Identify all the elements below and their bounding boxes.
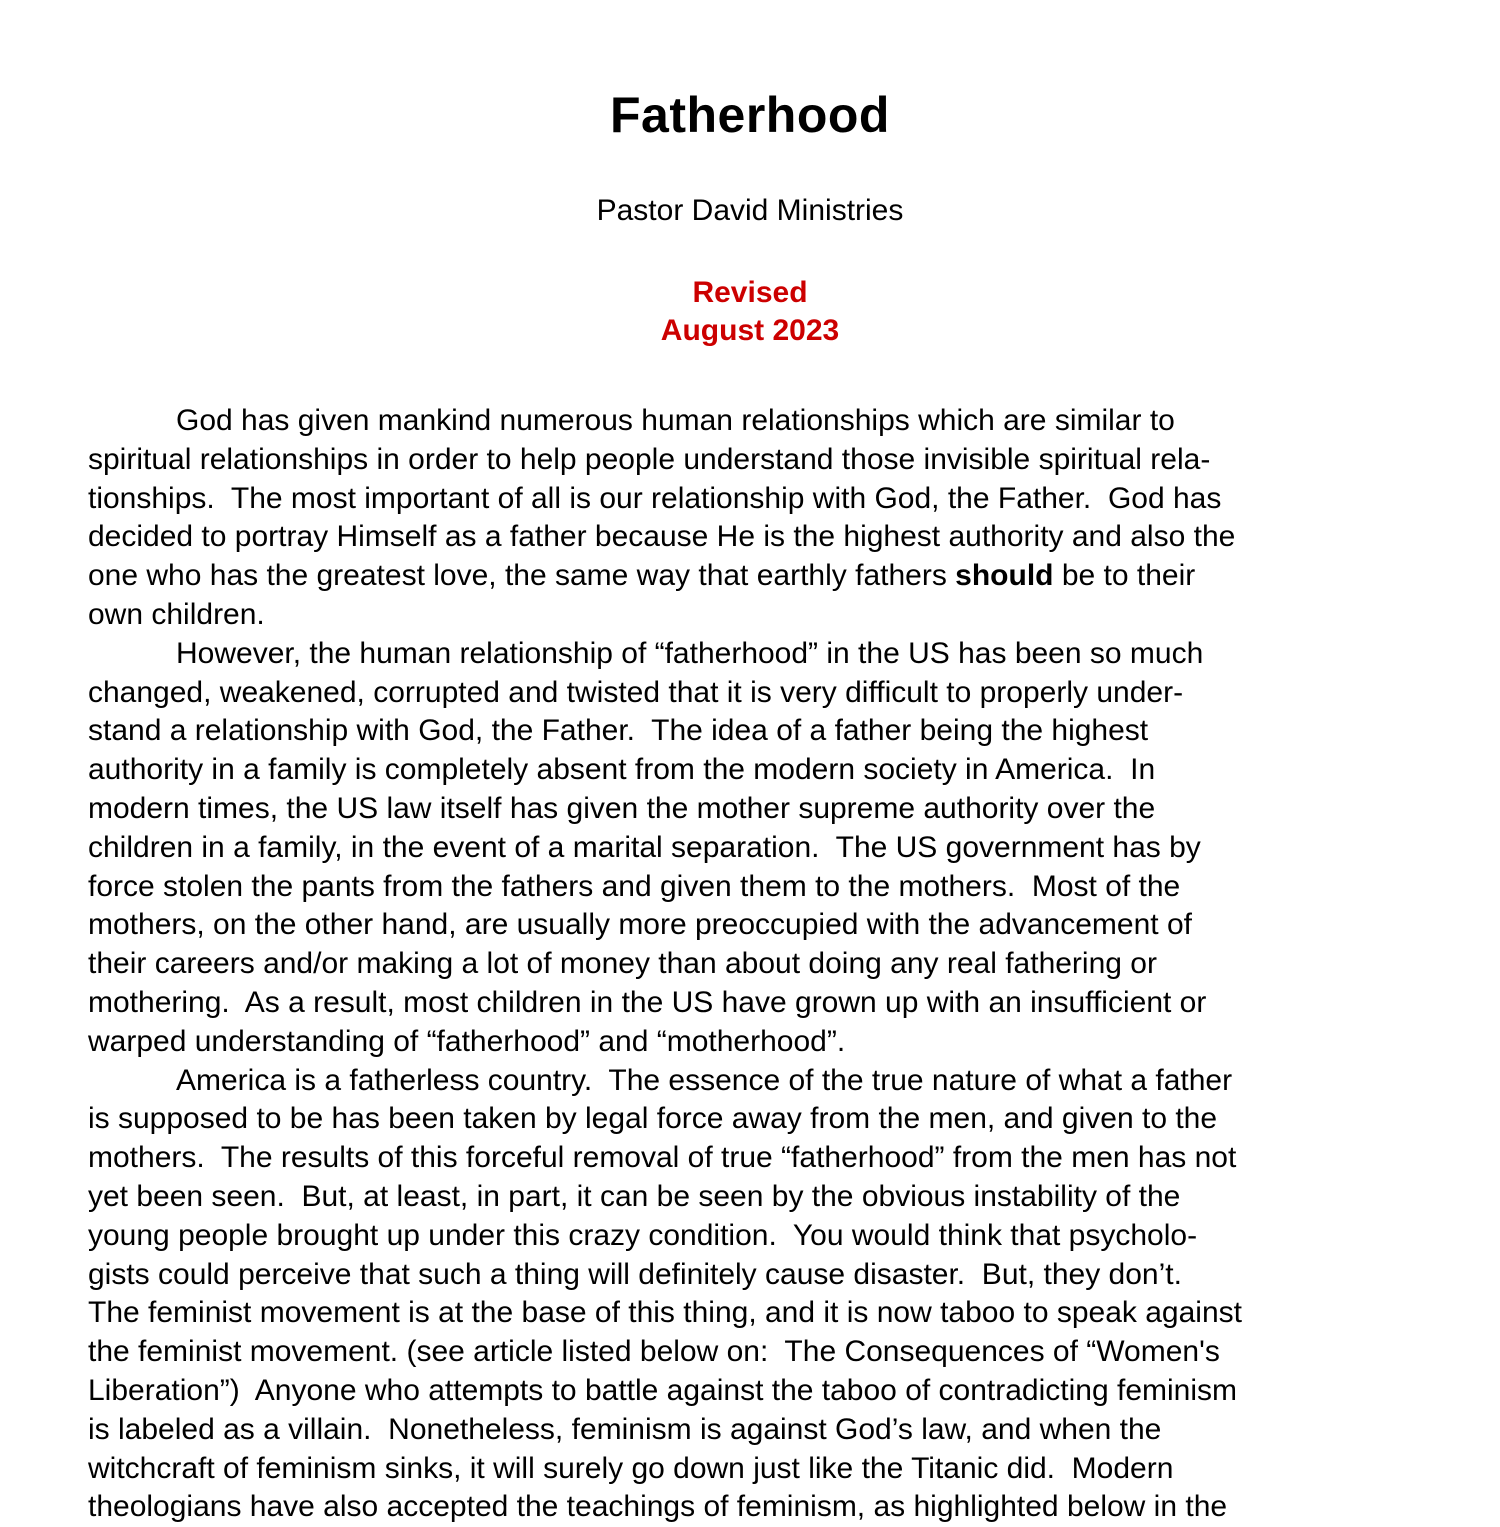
text-line: is labeled as a villain. Nonetheless, feminism is against God’s law, and when the <box>88 1412 1162 1446</box>
text-line: mothers, on the other hand, are usually more preoccupied with the advancement of <box>88 908 1192 942</box>
paragraph <box>88 402 1404 635</box>
text-line: yet been seen. But, at least, in part, it can be seen by the obvious instability of the <box>88 1179 1181 1213</box>
document-body <box>0 402 1500 1527</box>
text-line: gists could perceive that such a thing will definitely cause disaster. But, they don’t. <box>88 1257 1182 1291</box>
text-line: decided to portray Himself as a father because He is the highest authority and also the <box>88 520 1236 554</box>
emphasized-text: should <box>955 559 1054 593</box>
text-line: children in a family, in the event of a marital separation. The US government has by <box>88 830 1201 864</box>
text-line: force stolen the pants from the fathers and given them to the mothers. Most of the <box>88 869 1181 903</box>
text-segment: one who has the greatest love, the same way that earthly fathers <box>88 559 956 593</box>
text-line: young people brought up under this crazy condition. You would think that psycholo- <box>88 1218 1198 1252</box>
text-segment: be to their <box>1053 559 1196 593</box>
text-line: own children. <box>88 597 265 631</box>
text-line: witchcraft of feminism sinks, it will surely go down just like the Titanic did. Modern <box>88 1451 1174 1485</box>
revision-line-1: Revised <box>692 276 808 309</box>
text-line: spiritual relationships in order to help people understand those invisible spiritual rela- <box>88 442 1211 476</box>
document-title: Fatherhood <box>610 87 890 143</box>
text-line: stand a relationship with God, the Father. The idea of a father being the highest <box>88 714 1149 748</box>
text-line: America is a fatherless country. The essence of the true nature of what a father <box>176 1063 1233 1097</box>
text-line: However, the human relationship of “fatherhood” in the US has been so much <box>176 636 1204 670</box>
text-line: changed, weakened, corrupted and twisted that it is very difficult to properly under- <box>88 675 1184 709</box>
text-line <box>88 557 1404 596</box>
text-line: tionships. The most important of all is our relationship with God, the Father. God has <box>88 481 1222 515</box>
revision-note <box>0 274 1500 350</box>
text-line: theologians have also accepted the teachings of feminism, as highlighted below in the <box>88 1490 1228 1524</box>
text-line: warped understanding of “fatherhood” and “motherhood”. <box>88 1024 846 1058</box>
text-line: is supposed to be has been taken by legal force away from the men, and given to the <box>88 1102 1218 1136</box>
text-line: authority in a family is completely absent from the modern society in America. In <box>88 753 1156 787</box>
paragraph <box>88 635 1404 1062</box>
text-line: The feminist movement is at the base of this thing, and it is now taboo to speak against <box>88 1296 1242 1330</box>
text-line: God has given mankind numerous human relationships which are similar to <box>176 404 1175 437</box>
text-line: Liberation”) Anyone who attempts to battle against the taboo of contradicting feminism <box>88 1373 1237 1407</box>
text-line: the feminist movement. (see article listed below on: The Consequences of “Women's <box>88 1335 1220 1369</box>
revision-line-2: August 2023 <box>660 314 840 347</box>
text-line: their careers and/or making a lot of money than about doing any real fathering or <box>88 947 1157 981</box>
paragraph <box>88 1062 1404 1527</box>
text-line: mothers. The results of this forceful removal of true “fatherhood” from the men has not <box>88 1141 1237 1175</box>
document-author: Pastor David Ministries <box>596 194 904 227</box>
text-line: modern times, the US law itself has given the mother supreme authority over the <box>88 791 1156 825</box>
text-line: mothering. As a result, most children in the US have grown up with an insufficient or <box>88 985 1207 1019</box>
